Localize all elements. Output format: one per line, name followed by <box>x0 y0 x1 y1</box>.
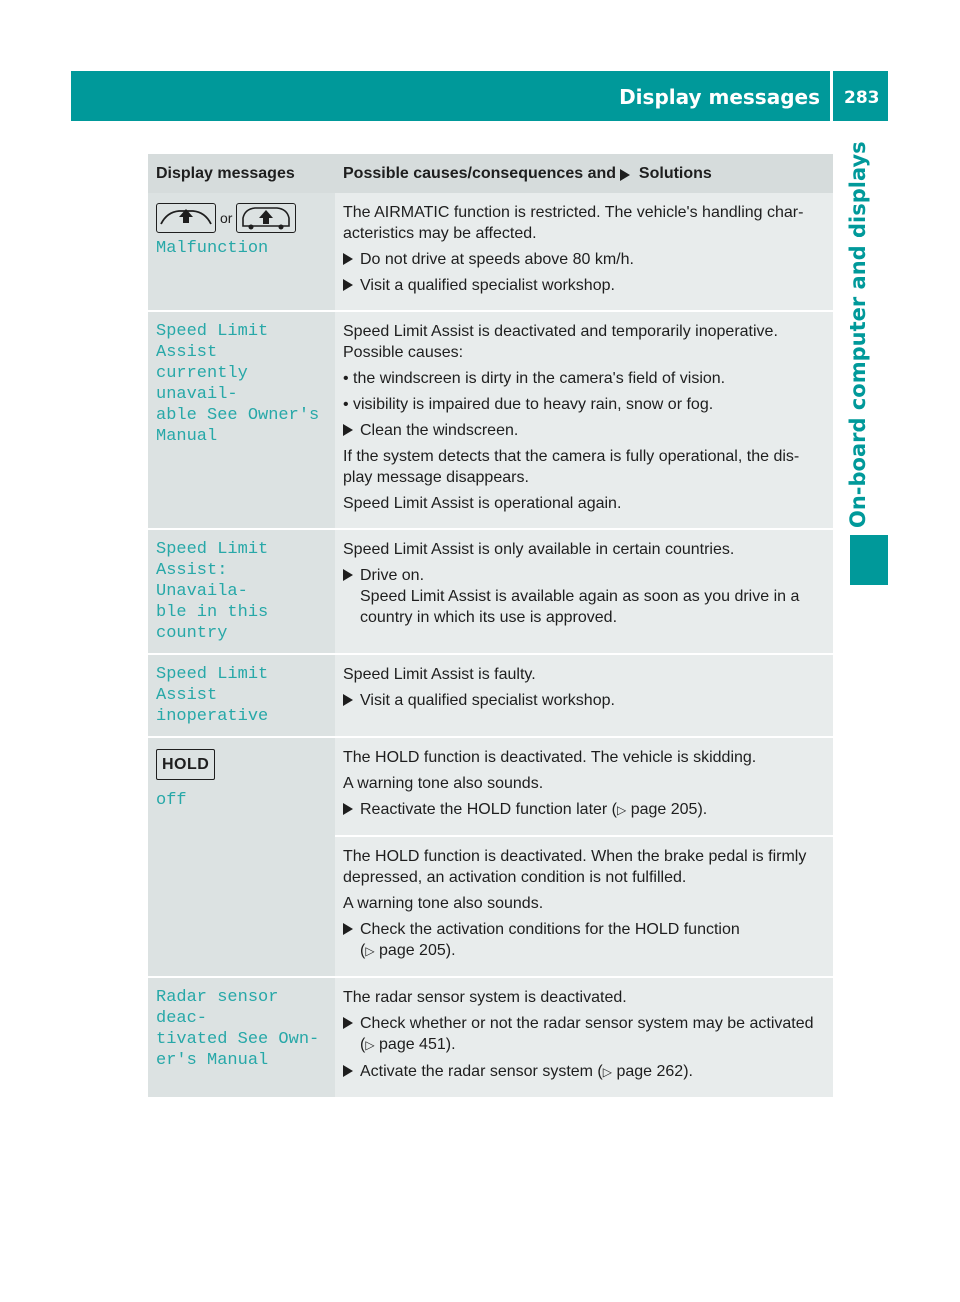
bullet-dot-icon: • <box>343 396 349 413</box>
message-cell <box>148 654 335 737</box>
cause-bullet <box>343 394 826 415</box>
step-text: Visit a qualified specialist workshop. <box>360 277 615 294</box>
table-header-row <box>148 154 833 193</box>
display-message-text: Speed Limit Assist: Unavaila- ble in this country <box>156 540 269 643</box>
step-text: Check whether or not the radar sensor system may be activated <box>360 1015 814 1032</box>
cause-paragraph: If the system detects that the camera is fully operational, the dis-play message disappears. <box>343 448 800 486</box>
bullet-text: the windscreen is dirty in the camera's field of vision. <box>353 370 726 387</box>
page-ref-icon: ▷ <box>602 1065 612 1079</box>
message-cell <box>148 311 335 529</box>
step-detail: Speed Limit Assist is available again as soon as you drive in a country in which its use is approved. <box>360 588 800 626</box>
cause-paragraph: Speed Limit Assist is only available in certain countries. <box>343 541 735 558</box>
cause-paragraph: Speed Limit Assist is faulty. <box>343 666 536 683</box>
table-row <box>148 193 833 311</box>
airmatic-icons <box>156 202 328 234</box>
causes-cell <box>335 193 833 311</box>
table-row <box>148 311 833 529</box>
step-arrow-icon <box>343 694 353 706</box>
step-text: Drive on. <box>360 567 425 584</box>
step-arrow-icon <box>343 253 353 265</box>
message-cell <box>148 977 335 1097</box>
step-arrow-icon <box>343 279 353 291</box>
step-text: Check the activation conditions for the HOLD function <box>360 921 740 938</box>
solution-step: Check the activation conditions for the HOLD function (▷ page 205). <box>343 919 826 962</box>
col-header-messages: Display messages <box>148 154 335 193</box>
causes-cell <box>335 836 833 977</box>
causes-cell <box>335 311 833 529</box>
bullet-text: visibility is impaired due to heavy rain, snow or fog. <box>353 396 714 413</box>
page-ref: page 205). <box>630 801 708 818</box>
page-ref-icon: ▷ <box>365 1038 375 1052</box>
step-arrow-icon <box>343 1065 353 1077</box>
display-message-text: Speed Limit Assist currently unavail- able See Owner's Manual <box>156 322 320 446</box>
display-message-text: Malfunction <box>156 239 269 258</box>
display-message-text: Speed Limit Assist inoperative <box>156 665 269 726</box>
table-row <box>148 977 833 1097</box>
message-cell <box>148 529 335 654</box>
causes-cell <box>335 737 833 836</box>
display-message-text: Radar sensor deac- tivated See Own- er's Manual <box>156 988 320 1070</box>
cause-bullet <box>343 368 826 389</box>
step-arrow-icon <box>343 569 353 581</box>
display-messages-table <box>148 154 833 1097</box>
cause-paragraph: The HOLD function is deactivated. The vehicle is skidding. <box>343 749 757 766</box>
side-section-label: On-board computer and displays <box>846 141 870 528</box>
bullet-dot-icon: • <box>343 370 349 387</box>
header-title: Display messages <box>619 85 820 109</box>
step-text: Visit a qualified specialist workshop. <box>360 692 615 709</box>
display-message-text: off <box>156 791 187 810</box>
step-arrow-icon <box>343 803 353 815</box>
page-ref-icon: ▷ <box>365 944 375 958</box>
solution-step <box>343 690 826 711</box>
cause-paragraph: A warning tone also sounds. <box>343 895 544 912</box>
page-ref: page 451). <box>379 1036 456 1053</box>
col-header-causes-suffix: Solutions <box>638 165 712 182</box>
step-text: Activate the radar sensor system ( <box>360 1063 603 1080</box>
step-text: Reactivate the HOLD function later ( <box>360 801 618 818</box>
table-row <box>148 654 833 737</box>
step-text: Do not drive at speeds above 80 km/h. <box>360 251 634 268</box>
header-divider <box>830 71 833 121</box>
causes-cell <box>335 529 833 654</box>
causes-cell <box>335 977 833 1097</box>
cause-paragraph: A warning tone also sounds. <box>343 775 544 792</box>
side-tab-marker <box>850 535 888 585</box>
vehicle-level-car-icon <box>236 203 296 233</box>
solution-step: Check whether or not the radar sensor system may be activated (▷ page 451). <box>343 1013 826 1056</box>
solution-step <box>343 799 826 821</box>
message-cell <box>148 737 335 977</box>
cause-paragraph: Speed Limit Assist is deactivated and temporarily inoperative. Possible causes: <box>343 323 778 361</box>
solution-step <box>343 1061 826 1083</box>
step-text: Clean the windscreen. <box>360 422 519 439</box>
step-arrow-icon <box>343 923 353 935</box>
col-header-causes-prefix: Possible causes/consequences and <box>343 165 617 182</box>
solution-step <box>343 565 826 628</box>
page-ref: page 262). <box>616 1063 693 1080</box>
page-ref-icon: ▷ <box>617 803 627 817</box>
cause-paragraph: Speed Limit Assist is operational again. <box>343 495 622 512</box>
page-number: 283 <box>844 88 880 108</box>
message-cell <box>148 193 335 311</box>
hold-icon: HOLD <box>156 749 215 780</box>
table-row <box>148 737 833 836</box>
or-text: or <box>220 209 233 226</box>
cause-paragraph: The HOLD function is deactivated. When the brake pedal is firmly depressed, an activation condition is not fulfilled. <box>343 848 807 886</box>
cause-paragraph: The AIRMATIC function is restricted. The vehicle's handling char-acteristics may be affected. <box>343 204 804 242</box>
page-ref: page 205). <box>379 942 456 959</box>
vehicle-level-icon <box>156 203 216 233</box>
solution-step <box>343 420 826 441</box>
step-arrow-icon <box>343 1017 353 1029</box>
col-header-causes <box>335 154 833 193</box>
page-header <box>71 71 888 121</box>
solution-step <box>343 249 826 270</box>
causes-cell <box>335 654 833 737</box>
step-arrow-icon <box>343 424 353 436</box>
cause-paragraph: The radar sensor system is deactivated. <box>343 989 627 1006</box>
table-row <box>148 529 833 654</box>
solution-step <box>343 275 826 296</box>
